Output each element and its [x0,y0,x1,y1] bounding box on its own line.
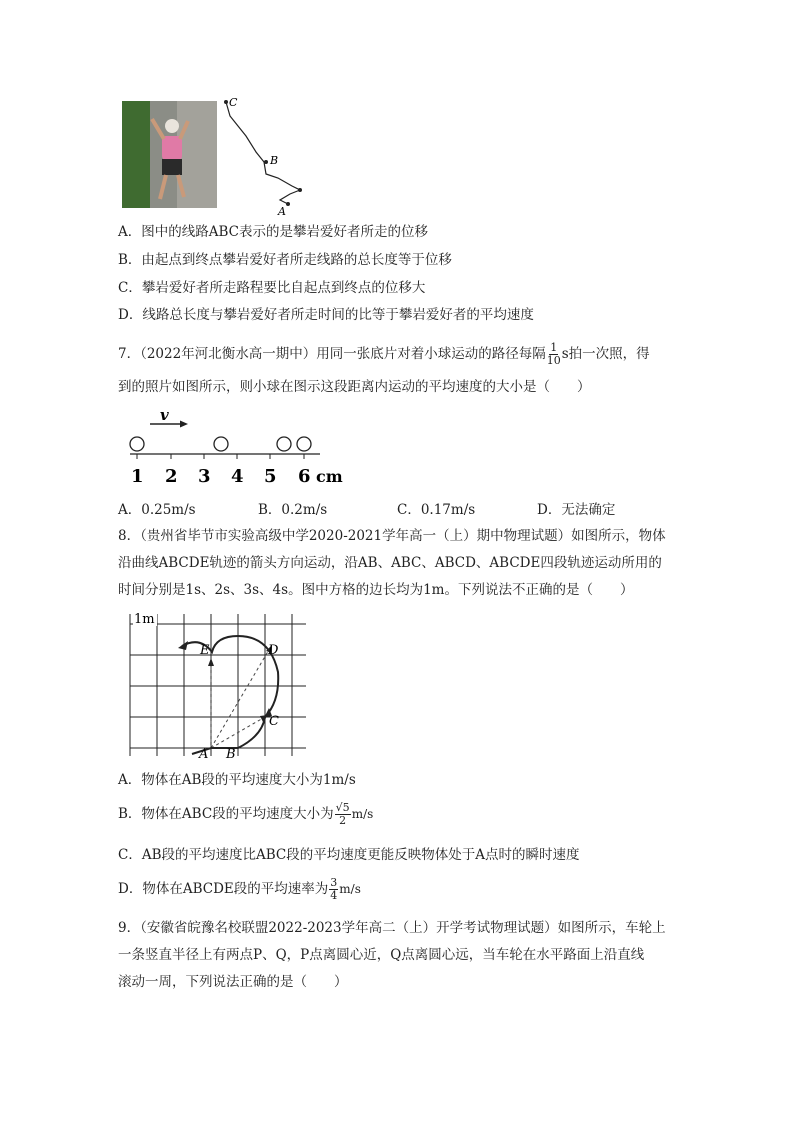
tick-4: 4 [231,466,244,487]
q7-stem-line2: 到的照片如图所示，则小球在图示这段距离内运动的平均速度的大小是（ ） [118,379,591,395]
q6-option-a: A．图中的线路ABC表示的是攀岩爱好者所走的位移 [118,224,428,240]
ball-4 [297,437,311,451]
velocity-label: v [160,406,169,424]
unit-label: cm [316,467,343,486]
tick-3: 3 [198,466,211,487]
q6-option-b: B．由起点到终点攀岩爱好者所走线路的总长度等于位移 [118,252,452,268]
label-c: C [269,714,279,729]
q7-option-d: D．无法确定 [537,502,616,518]
point-turn-dot [298,188,302,192]
q9-stem-line3: 滚动一周，下列说法正确的是（ ） [118,974,348,990]
label-e: E [200,643,210,658]
tick-1: 1 [131,466,144,487]
tick-2: 2 [165,466,178,487]
label-b: B [226,747,236,761]
label-c: C [229,96,238,109]
q7-option-c: C．0.17m/s [397,502,476,518]
q6-option-c: C．攀岩爱好者所走路程要比自起点到终点的位移大 [118,280,426,296]
q7-fraction: $\frac{1}{10}$ [546,341,561,367]
ball-1 [130,437,144,451]
q8-option-b: B．物体在ABC段的平均速度大小为 $\frac{√5}{2}$ m/s [118,801,374,827]
q8-option-c: C．AB段的平均速度比ABC段的平均速度更能反映物体处于A点时的瞬时速度 [118,847,580,863]
q9-stem-line2: 一条竖直半径上有两点P、Q，P点离圆心近，Q点离圆心远，当车轮在水平路面上沿直线 [118,947,645,963]
q8-option-b-fraction: $\frac{√5}{2}$ [335,801,350,827]
q8-option-d-fraction: $\frac{3}{4}$ [330,876,338,902]
q7-stem-line1: 7．（2022年河北衡水高一期中）用同一张底片对着小球运动的路径每隔 $\frac{1}{10}$ s拍一次照，得 [118,341,650,367]
q6-option-d: D．线路总长度与攀岩爱好者所走时间的比等于攀岩爱好者的平均速度 [118,307,534,323]
label-b: B [270,154,279,167]
q8-option-d: D．物体在ABCDE段的平均速率为 $\frac{3}{4}$ m/s [118,876,361,902]
q7-option-a: A．0.25m/s [118,502,196,518]
q7-ruler-figure [120,402,360,492]
ball-2 [214,437,228,451]
climbing-path-diagram [218,94,318,218]
point-c-dot [224,100,228,104]
scale-label: 1m [134,612,155,627]
q8-stem-line1: 8．（贵州省毕节市实验高级中学2020-2021学年高一（上）期中物理试题）如图所示，物体 [118,528,666,544]
q9-stem-line1: 9．（安徽省皖豫名校联盟2022-2023学年高二（上）开学考试物理试题）如图所示，车轮上 [118,920,666,936]
label-d: D [268,643,279,658]
q8-stem-line2: 沿曲线ABCDE轨迹的箭头方向运动，沿AB、ABC、ABCD、ABCDE四段轨迹运动所用的 [118,555,662,571]
tick-5: 5 [264,466,277,487]
ball-3 [277,437,291,451]
q8-stem-line3: 时间分别是1s、2s、3s、4s。图中方格的边长均为1m。下列说法不正确的是（ ） [118,582,634,598]
q8-option-a: A．物体在AB段的平均速度大小为1m/s [118,772,356,788]
q7-option-b: B．0.2m/s [258,502,328,518]
tick-6: 6 [298,466,311,487]
label-a: A [199,747,209,761]
point-b-dot [264,160,268,164]
point-a-dot [286,202,290,206]
label-a: A [278,205,286,218]
q8-grid-figure [120,606,320,761]
climber-photo [122,101,217,208]
